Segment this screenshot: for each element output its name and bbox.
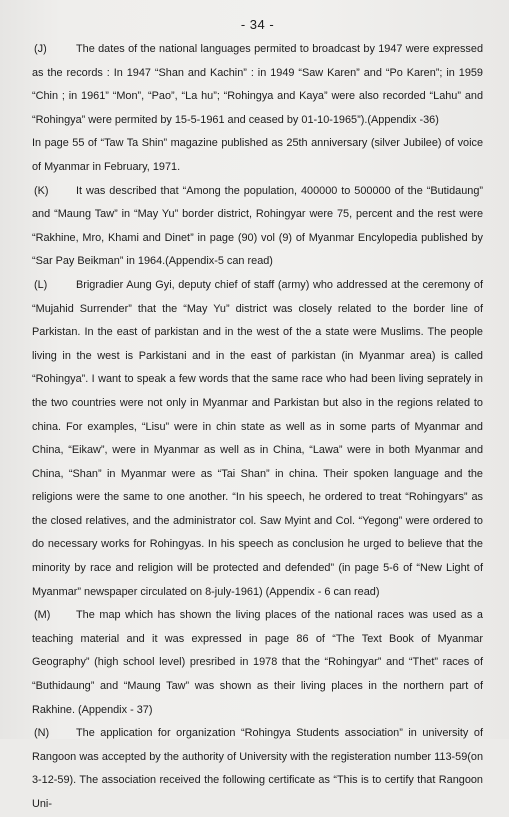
paragraph-text: The map which has shown the living places of the national races was used as a teaching material and it was expressed in page 86 of “The Text Book of Myanmar Geography” (high school level) presribed in 1978 that the “Rohingyar” and “Thet” races of “Buthidaung” and “Maung Taw” was shown as their living places in the northern part of Rakhine. (Appendix - 37): [32, 609, 483, 716]
paragraph-text: It was described that “Among the population, 400000 to 500000 of the “Butidaung” and “Maung Taw” in “May Yu” border district, Rohingyar were 75, percent and the rest were “Rakhine, Mro, Khami and Dinet” in page (90) vol (9) of Myanmar Encylopedia published by “Sar Pay Beikman” in 1964.(Appendix-5 can read): [32, 184, 483, 268]
paragraph-m: [32, 604, 483, 722]
paragraph-label: (N): [34, 727, 50, 740]
paragraph-label: (L): [34, 278, 48, 291]
paragraph-n: [32, 722, 483, 816]
paragraph-label: (J): [34, 43, 47, 55]
paragraph-text: The dates of the national languages permited to broadcast by 1947 were expressed as the records : In 1947 “Shan and Kachin” : in 1949 “Saw Karen” and “Po Karen”; in 1959 “Chin ; in 1961” “Mon”, “Pao”, “La hu”; “Rohingya and Kaya” were also recorded “Lahu” and “Rohingya” were permited by 15-5-1961 and ceased by 01-10-1965”).(Appendix -36): [32, 43, 483, 126]
paragraph-continuation: [32, 132, 483, 179]
page-number: - 34 -: [240, 17, 275, 32]
paragraph-k: [32, 180, 483, 274]
paragraph-text: The application for organization “Rohingya Students association” in university of Rangoon was accepted by the authority of University with the registeration number 113-59(on 3-12-59). The association received the following certificate as “This is to certify that Rangoon Uni-: [32, 727, 483, 810]
paragraph-label: (M): [34, 609, 51, 622]
paragraph-l: [32, 274, 483, 604]
paragraph-label: (K): [34, 184, 49, 197]
paragraph-j: [32, 38, 483, 132]
paragraph-text: In page 55 of “Taw Ta Shin” magazine published as 25th anniversary (silver Jubilee) of voice of Myanmar in February, 1971.: [32, 137, 483, 173]
paragraph-text: Brigradier Aung Gyi, deputy chief of staff (army) who addressed at the ceremony of “Mujahid Surrender” that the “May Yu” district was closely related to the border line of Parkistan. In the east of parkistan and in the west of the a state were Muslims. The people living in the west is Parkistani and in the east of parkistan (in Myanmar area) is called “Rohingya”. I want to speak a few words that the same race who had been living seprately in the two countries were not only in Myanmar and Parkistan but also in the regions related to china. For examples, “Lisu” were in chin state as well as in some parts of Myanmar and China, “Eikaw”, were in Myanmar as well as in China, “Lawa” were in both Myanmar and China, “Shan” in Myanmar were as “Tai Shan” in china. Their spoken language and the religions were the same to one another. “In his speech, he ordered to treat “Rohingyars” as the closed relatives, and the administrator col. Saw Myint and Col. “Yegong” were ordered to do necessary works for Rohingyas. In his speech as conclusion he urged to believe that the minority by race and religion will be protected and defended” (in page 5-6 of “New Light of Myanmar” newspaper circulated on 8-july-1961) (Appendix - 6 can read): [32, 278, 483, 598]
